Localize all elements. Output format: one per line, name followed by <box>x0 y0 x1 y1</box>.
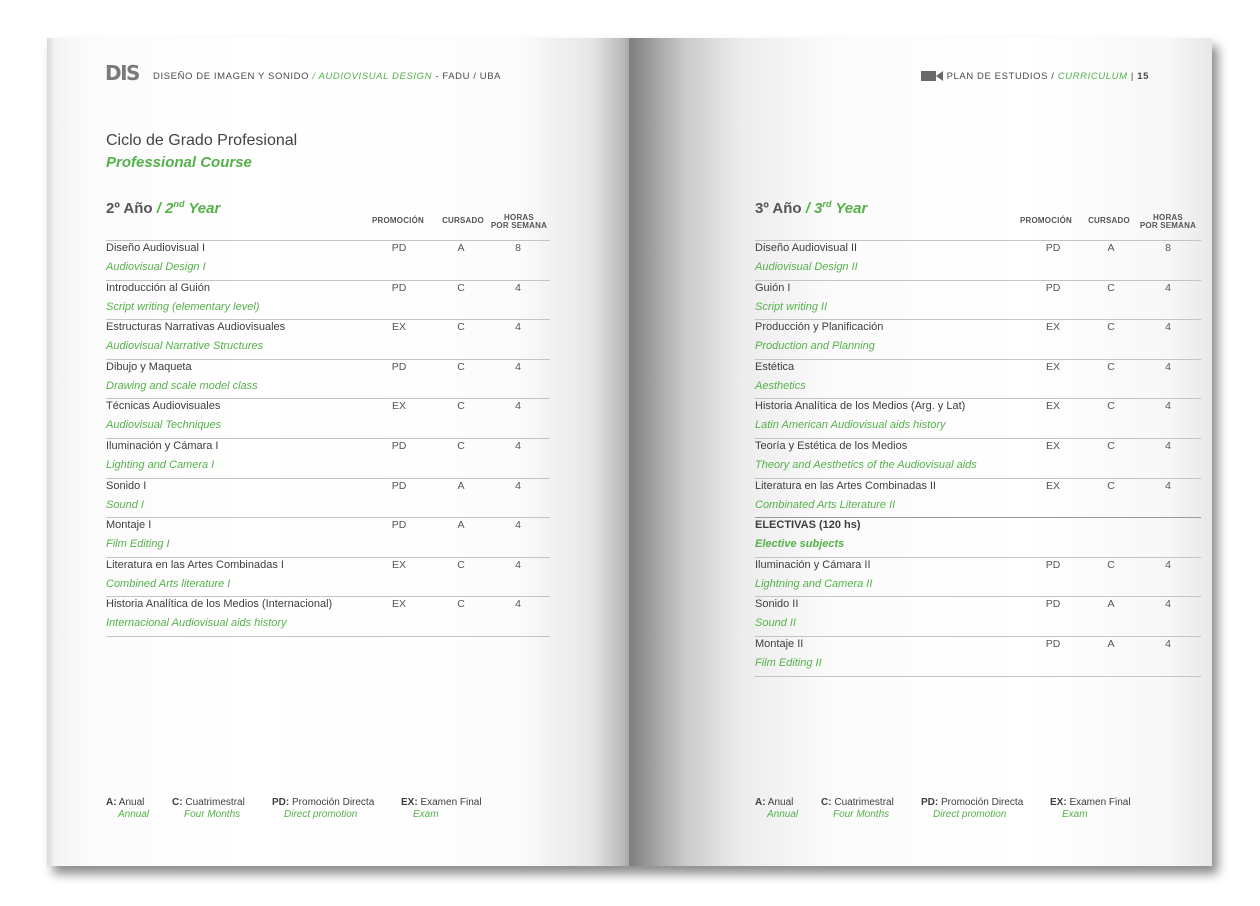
header-section-en: CURRICULUM <box>1057 71 1128 82</box>
promocion-cell: PD <box>391 479 407 492</box>
table-row <box>106 438 550 478</box>
table-bottom-rule <box>755 676 1201 677</box>
header-subtitle: / AUDIOVISUAL DESIGN <box>312 71 433 82</box>
year-heading <box>755 194 867 219</box>
legend-label-en: Four Months <box>833 809 890 820</box>
promocion-cell: EX <box>1045 479 1060 492</box>
subject-name: Montaje II <box>755 637 804 650</box>
legend-item <box>755 797 798 821</box>
subject-name: Producción y Planificación <box>755 321 884 334</box>
page-number: 15 <box>1137 71 1149 82</box>
horas-cell: 4 <box>1165 479 1171 492</box>
promocion-cell: PD <box>391 281 407 294</box>
video-camera-icon <box>921 71 943 81</box>
subject-name: Introducción al Guión <box>106 281 210 294</box>
subject-name: Estructuras Narrativas Audiovisuales <box>106 321 286 334</box>
cursado-cell: C <box>1107 439 1115 452</box>
subject-name: Diseño Audiovisual I <box>106 242 206 254</box>
legend-label: Promoción Directa <box>941 797 1024 808</box>
promocion-cell: EX <box>391 321 406 334</box>
horas-cell: 4 <box>515 321 521 334</box>
horas-cell: 4 <box>515 360 521 373</box>
subject-name-en: Drawing and scale model class <box>106 379 258 392</box>
subject-name: Historia Analítica de los Medios (Arg. y Lat) <box>755 400 966 413</box>
table-row <box>106 359 550 399</box>
table-row <box>755 596 1201 636</box>
table-row <box>106 557 550 597</box>
legend-label: Examen Final <box>420 797 482 808</box>
cursado-cell: C <box>1107 281 1115 294</box>
horas-cell: 4 <box>515 598 521 611</box>
table-row <box>755 398 1201 438</box>
cursado-cell: C <box>457 360 465 373</box>
promocion-cell: EX <box>391 400 406 413</box>
subject-name-en: Combined Arts literature I <box>106 577 231 590</box>
table-row <box>106 240 550 280</box>
horas-cell: 4 <box>515 558 521 571</box>
running-header-left <box>153 71 501 83</box>
promocion-cell: PD <box>1045 242 1061 254</box>
subject-name-en: Script writing (elementary level) <box>106 300 260 313</box>
cursado-cell: C <box>457 400 465 413</box>
year-es: 3º Año <box>755 200 802 217</box>
cursado-cell: C <box>1107 360 1115 373</box>
year-en-prefix: / 3 <box>805 200 823 217</box>
legend-label: Cuatrimestral <box>834 797 894 808</box>
subject-name: Literatura en las Artes Combinadas II <box>755 479 936 492</box>
promocion-cell: EX <box>391 558 406 571</box>
legend-label: Cuatrimestral <box>185 797 245 808</box>
horas-cell: 4 <box>1165 321 1171 334</box>
subject-name: Literatura en las Artes Combinadas I <box>106 558 284 571</box>
cursado-cell: C <box>457 439 465 452</box>
subject-name-en: Lighting and Camera I <box>106 458 215 471</box>
subject-name-en: Film Editing II <box>755 656 822 669</box>
year-en-suffix: Year <box>831 200 868 217</box>
table-row <box>106 398 550 438</box>
cursado-cell: A <box>457 519 465 532</box>
cursado-cell: C <box>457 598 465 611</box>
subject-name-en: Audiovisual Techniques <box>106 419 222 432</box>
promocion-cell: PD <box>391 519 407 532</box>
header-section: PLAN DE ESTUDIOS / <box>946 71 1055 82</box>
subject-name: Sonido I <box>106 479 147 492</box>
subject-name-en: Sound II <box>755 617 796 630</box>
subject-name-en: Audiovisual Narrative Structures <box>106 340 264 353</box>
col-head-horas-1: HORAS <box>1153 213 1183 222</box>
col-head-cursado: CURSADO <box>1088 216 1130 225</box>
legend-item <box>1050 797 1131 821</box>
legend-label: Anual <box>767 797 794 808</box>
right-page <box>629 38 1212 866</box>
horas-cell: 4 <box>1165 281 1171 294</box>
horas-cell: 4 <box>1165 598 1171 611</box>
table-row <box>755 319 1201 359</box>
table-row <box>106 596 550 636</box>
subjects-table-2nd-year <box>106 240 550 637</box>
legend-item <box>921 797 1023 821</box>
subject-name-en: Sound I <box>106 498 144 511</box>
horas-cell: 4 <box>1165 439 1171 452</box>
table-row <box>755 359 1201 399</box>
subjects-table-3rd-year <box>755 240 1201 677</box>
horas-cell: 8 <box>515 242 521 254</box>
year-heading <box>106 194 220 219</box>
legend-key: C: <box>172 797 183 808</box>
table-row <box>755 478 1201 518</box>
horas-cell: 4 <box>1165 400 1171 413</box>
legend-item <box>272 797 374 821</box>
section-heading-row <box>755 517 1201 557</box>
legend-item <box>172 797 245 821</box>
col-head-horas-2: POR SEMANA <box>1139 221 1197 230</box>
legend-item <box>401 797 482 821</box>
legend-key: PD: <box>272 797 290 808</box>
table-row <box>106 517 550 557</box>
horas-cell: 8 <box>1165 242 1171 254</box>
legend-label-en: Direct promotion <box>284 809 358 820</box>
subject-name-en: Lightning and Camera II <box>755 577 873 590</box>
cursado-cell: C <box>1107 400 1115 413</box>
legend-key: C: <box>821 797 832 808</box>
cursado-cell: A <box>1107 242 1115 254</box>
legend-item <box>106 797 149 821</box>
year-en-prefix: / 2 <box>156 200 174 217</box>
cursado-cell: C <box>457 558 465 571</box>
col-head-horas-1: HORAS <box>504 213 534 222</box>
promocion-cell: PD <box>1045 637 1061 650</box>
legend-label: Anual <box>118 797 145 808</box>
legend-key: A: <box>106 797 117 808</box>
subject-name: Técnicas Audiovisuales <box>106 400 221 413</box>
legend-key: PD: <box>921 797 939 808</box>
legend-label: Promoción Directa <box>292 797 375 808</box>
subject-name-en: Theory and Aesthetics of the Audiovisual aids <box>755 458 977 471</box>
col-head-horas-2: POR SEMANA <box>490 221 548 230</box>
legend-label-en: Annual <box>118 809 150 820</box>
horas-cell: 4 <box>1165 637 1171 650</box>
subject-name-en: Elective subjects <box>755 538 845 551</box>
table-row <box>106 280 550 320</box>
table-row <box>755 636 1201 676</box>
subject-name: Sonido II <box>755 598 799 611</box>
dis-logo: DIS <box>105 61 139 85</box>
legend-label-en: Annual <box>767 809 799 820</box>
subject-name-en: Audiovisual Design I <box>106 261 206 273</box>
horas-cell: 4 <box>515 281 521 294</box>
year-en-sup: nd <box>173 199 185 209</box>
subject-name-en: Latin American Audiovisual aids history <box>755 419 946 432</box>
cursado-cell: C <box>1107 558 1115 571</box>
col-head-promocion: PROMOCIÓN <box>1019 216 1073 225</box>
cursado-cell: C <box>457 321 465 334</box>
legend-label-en: Exam <box>1062 809 1088 820</box>
header-affiliation: - FADU / UBA <box>435 71 502 82</box>
promocion-cell: EX <box>1045 321 1060 334</box>
legend-label: Examen Final <box>1069 797 1131 808</box>
running-header-right <box>921 71 1149 83</box>
horas-cell: 4 <box>515 479 521 492</box>
horas-cell: 4 <box>1165 558 1171 571</box>
table-row <box>755 280 1201 320</box>
open-booklet <box>47 38 1212 866</box>
promocion-cell: PD <box>391 360 407 373</box>
promocion-cell: EX <box>1045 360 1060 373</box>
legend-label-en: Four Months <box>184 809 241 820</box>
cycle-title: Ciclo de Grado Profesional <box>106 132 298 149</box>
subject-name-en: Film Editing I <box>106 538 170 551</box>
promocion-cell: PD <box>391 439 407 452</box>
promocion-cell: EX <box>1045 400 1060 413</box>
header-separator: | <box>1130 71 1134 82</box>
subject-name: Iluminación y Cámara I <box>106 439 219 452</box>
col-head-cursado: CURSADO <box>442 216 484 225</box>
cursado-cell: A <box>1107 637 1115 650</box>
promocion-cell: EX <box>1045 439 1060 452</box>
col-head-horas <box>489 214 549 230</box>
col-head-horas <box>1137 214 1199 230</box>
year-en-sup: rd <box>822 199 832 209</box>
table-row <box>106 319 550 359</box>
subject-name: ELECTIVAS (120 hs) <box>755 519 861 532</box>
subject-name-en: Audiovisual Design II <box>755 261 858 273</box>
cursado-cell: C <box>1107 479 1115 492</box>
subject-name: Diseño Audiovisual II <box>755 242 858 254</box>
horas-cell: 4 <box>515 400 521 413</box>
table-row <box>755 557 1201 597</box>
legend-key: EX: <box>401 797 418 808</box>
legend-label-en: Exam <box>413 809 439 820</box>
subject-name-en: Script writing II <box>755 300 828 313</box>
year-en-suffix: Year <box>184 200 221 217</box>
year-es: 2º Año <box>106 200 153 217</box>
col-head-promocion: PROMOCIÓN <box>371 216 425 225</box>
cursado-cell: C <box>457 281 465 294</box>
legend-key: EX: <box>1050 797 1067 808</box>
subject-name-en: Production and Planning <box>755 340 875 353</box>
legend-item <box>821 797 894 821</box>
cursado-cell: A <box>1107 598 1115 611</box>
legend-key: A: <box>755 797 766 808</box>
subject-name: Iluminación y Cámara II <box>755 558 871 571</box>
promocion-cell: PD <box>391 242 407 254</box>
horas-cell: 4 <box>515 439 521 452</box>
left-page <box>47 38 629 866</box>
subject-name: Historia Analítica de los Medios (Internacional) <box>106 598 333 611</box>
cursado-cell: A <box>457 479 465 492</box>
subject-name-en: Combinated Arts Literature II <box>755 498 896 511</box>
promocion-cell: PD <box>1045 558 1061 571</box>
subject-name: Teoría y Estética de los Medios <box>755 439 908 452</box>
subject-name: Guión I <box>755 281 791 294</box>
table-row <box>106 478 550 518</box>
promocion-cell: PD <box>1045 281 1061 294</box>
subject-name-en: Aesthetics <box>755 379 806 392</box>
table-bottom-rule <box>106 636 550 637</box>
subject-name: Dibujo y Maqueta <box>106 360 192 373</box>
cursado-cell: C <box>1107 321 1115 334</box>
header-title: DISEÑO DE IMAGEN Y SONIDO <box>153 71 310 82</box>
promocion-cell: PD <box>1045 598 1061 611</box>
table-row <box>755 438 1201 478</box>
cycle-title-en: Professional Course <box>106 154 252 171</box>
subject-name: Montaje I <box>106 519 152 532</box>
promocion-cell: EX <box>391 598 406 611</box>
subject-name-en: Internacional Audiovisual aids history <box>106 617 287 630</box>
horas-cell: 4 <box>515 519 521 532</box>
subject-name: Estética <box>755 360 795 373</box>
legend-label-en: Direct promotion <box>933 809 1007 820</box>
cursado-cell: A <box>457 242 465 254</box>
table-row <box>755 240 1201 280</box>
horas-cell: 4 <box>1165 360 1171 373</box>
